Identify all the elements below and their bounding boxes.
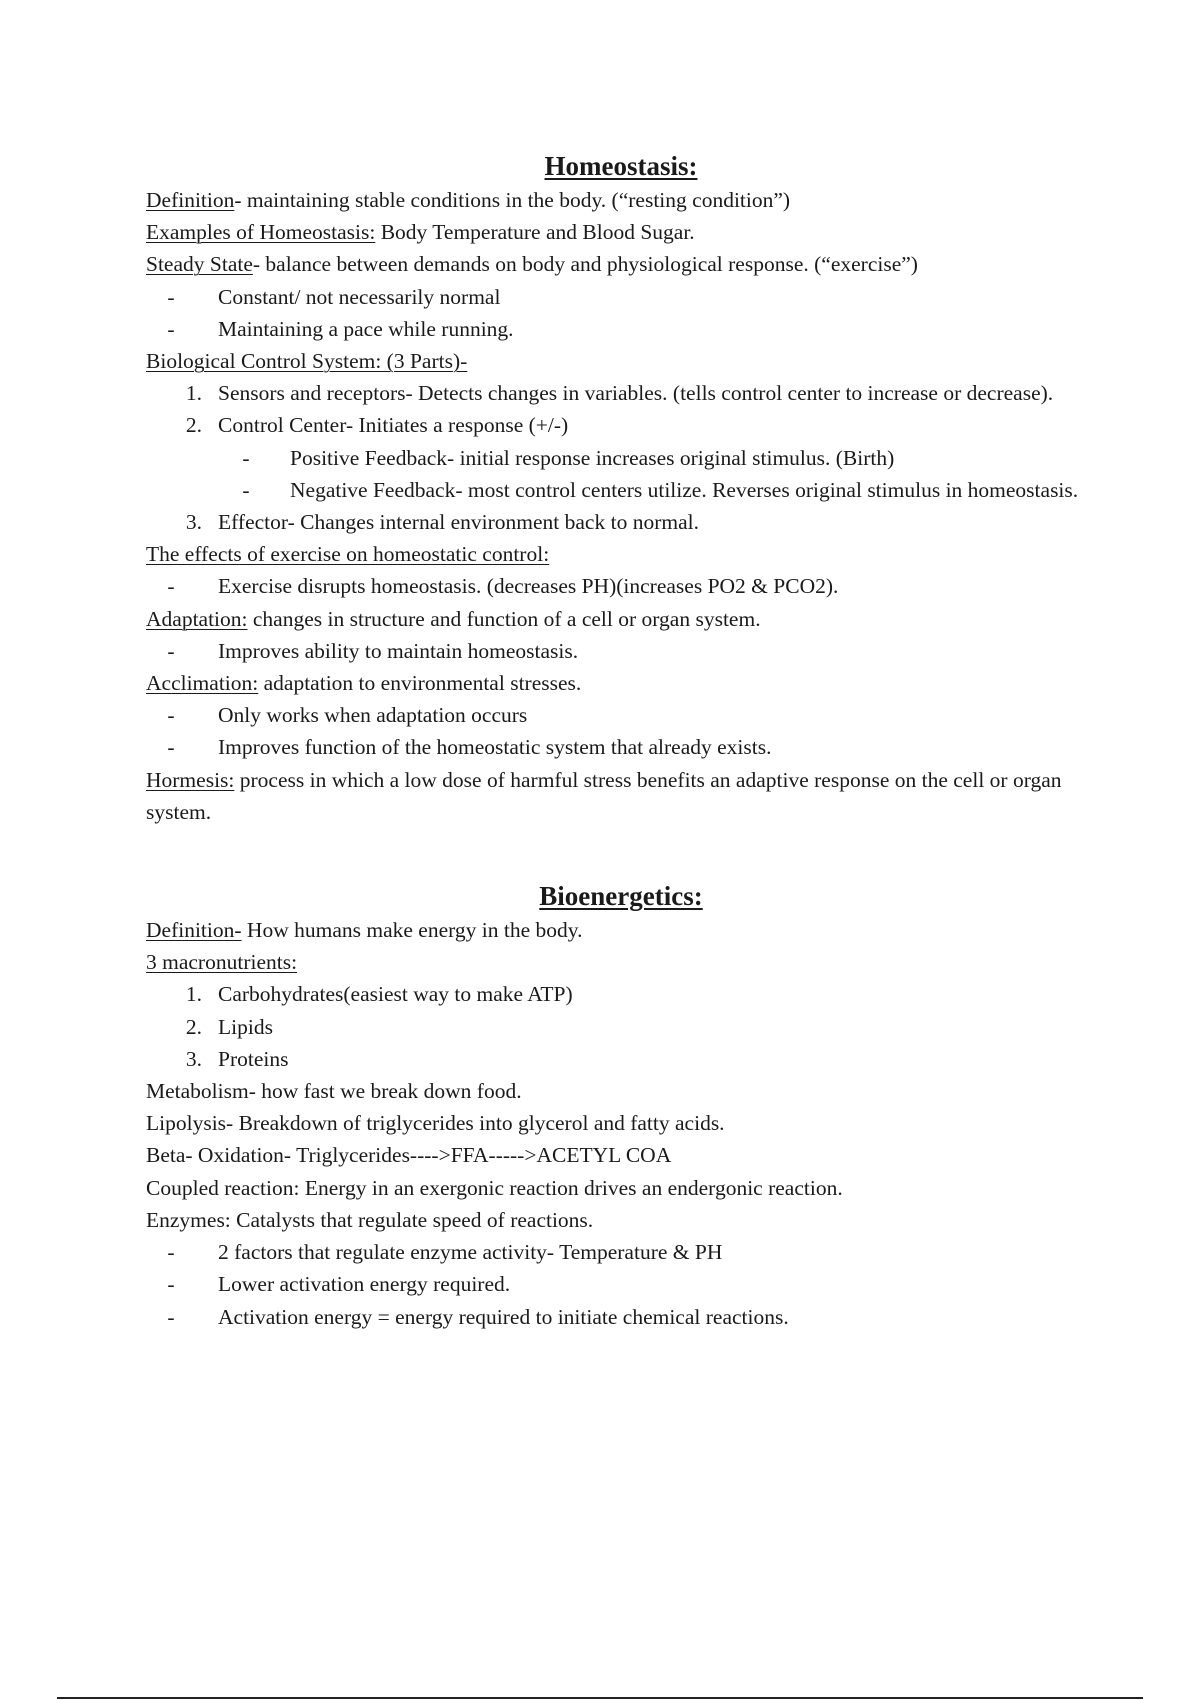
list-item: [146, 313, 1096, 345]
list-item: [146, 570, 1096, 602]
examples-term: Examples of Homeostasis:: [146, 220, 376, 245]
dash-marker: -: [167, 703, 175, 728]
metabolism: Metabolism- how fast we break down food.: [146, 1079, 522, 1104]
definition-text: How humans make energy in the body.: [241, 918, 583, 943]
list-item-text: 2 factors that regulate enzyme activity- Temperature & PH: [218, 1240, 723, 1265]
list-item: [146, 1043, 1096, 1075]
list-item-text: Positive Feedback- initial response increases original stimulus. (Birth): [290, 445, 895, 470]
dash-marker: -: [167, 316, 175, 341]
beta-oxidation: Beta- Oxidation- Triglycerides---->FFA----->ACETYL COA: [146, 1143, 672, 1168]
list-item: [146, 474, 1096, 506]
list-item-text: Constant/ not necessarily normal: [218, 284, 501, 309]
list-item: [146, 1301, 1096, 1333]
list-item-text: Exercise disrupts homeostasis. (decreases PH)(increases PO2 & PCO2).: [218, 574, 839, 599]
number-marker: 2.: [185, 1014, 202, 1039]
list-item: [146, 699, 1096, 731]
control-system-term: Biological Control System: (3 Parts)-: [146, 349, 468, 374]
number-marker: 1.: [185, 381, 202, 406]
list-item-text: Improves function of the homeostatic system that already exists.: [218, 735, 772, 760]
adaptation: [146, 603, 1096, 635]
hormesis-text: process in which a low dose of harmful stress benefits an adaptive response on the cell or organ system.: [146, 767, 1062, 824]
steady-state-term: Steady State: [146, 252, 253, 277]
number-marker: 1.: [185, 982, 202, 1007]
list-item-text: Improves ability to maintain homeostasis.: [218, 638, 579, 663]
list-item: [146, 506, 1096, 538]
list-item-text: Lower activation energy required.: [218, 1272, 511, 1297]
dash-marker: -: [167, 574, 175, 599]
dash-marker: -: [167, 1240, 175, 1265]
homeostasis-definition: [146, 184, 1096, 216]
number-marker: 3.: [185, 510, 202, 535]
list-item: [146, 442, 1096, 474]
steady-state: [146, 248, 1096, 280]
dash-marker: -: [167, 284, 175, 309]
list-item: [146, 978, 1096, 1010]
dash-marker: -: [167, 1304, 175, 1329]
hormesis-term: Hormesis:: [146, 767, 235, 792]
list-item-text: Control Center- Initiates a response (+/-): [218, 413, 569, 438]
bioenergetics-definition: [146, 914, 1096, 946]
examples-text: Body Temperature and Blood Sugar.: [375, 220, 695, 245]
list-item-text: Sensors and receptors- Detects changes in variables. (tells control center to increase or decrease).: [218, 381, 1054, 406]
list-item-text: Only works when adaptation occurs: [218, 703, 528, 728]
list-item-text: Activation energy = energy required to initiate chemical reactions.: [218, 1304, 789, 1329]
coupled-reaction: Coupled reaction: Energy in an exergonic reaction drives an endergonic reaction.: [146, 1175, 843, 1200]
list-item: [146, 377, 1096, 409]
definition-term: Definition-: [146, 918, 242, 943]
adaptation-text: changes in structure and function of a cell or organ system.: [247, 606, 761, 631]
enzymes: Enzymes: Catalysts that regulate speed of reactions.: [146, 1207, 594, 1232]
number-marker: 2.: [185, 413, 202, 438]
notes-page: [146, 148, 1096, 1333]
dash-marker: -: [242, 477, 250, 502]
exercise-effects-term: The effects of exercise on homeostatic control:: [146, 542, 550, 567]
page-bottom-rule: [57, 1697, 1143, 1699]
list-item-text: Effector- Changes internal environment back to normal.: [218, 510, 699, 535]
homeostasis-heading: Homeostasis:: [544, 151, 698, 181]
list-item: [146, 1268, 1096, 1300]
exercise-effects: [146, 538, 1096, 570]
section-gap: [146, 828, 1096, 878]
bioenergetics-heading: Bioenergetics:: [539, 881, 703, 912]
hormesis: [146, 764, 1096, 828]
homeostasis-examples: [146, 216, 1096, 248]
macronutrients-term: 3 macronutrients:: [146, 950, 298, 975]
acclimation-text: adaptation to environmental stresses.: [258, 671, 582, 696]
acclimation: [146, 667, 1096, 699]
number-marker: 3.: [185, 1046, 202, 1071]
list-item-text: Lipids: [218, 1014, 273, 1039]
list-item: [146, 635, 1096, 667]
list-item-text: Maintaining a pace while running.: [218, 316, 514, 341]
control-system: [146, 345, 1096, 377]
list-item: [146, 1236, 1096, 1268]
dash-marker: -: [167, 638, 175, 663]
macronutrients: [146, 946, 1096, 978]
adaptation-term: Adaptation:: [146, 606, 248, 631]
list-item-text: Proteins: [218, 1046, 289, 1071]
steady-state-text: - balance between demands on body and physiological response. (“exercise”): [252, 252, 918, 277]
definition-text: - maintaining stable conditions in the body. (“resting condition”): [234, 188, 791, 212]
lipolysis: Lipolysis- Breakdown of triglycerides into glycerol and fatty acids.: [146, 1111, 725, 1136]
list-item: [146, 1011, 1096, 1043]
list-item: [146, 731, 1096, 763]
list-item: [146, 281, 1096, 313]
list-item-text: Negative Feedback- most control centers utilize. Reverses original stimulus in homeostasis.: [290, 477, 1079, 502]
acclimation-term: Acclimation:: [146, 671, 259, 696]
list-item: [146, 409, 1096, 441]
definition-term: Definition: [146, 188, 235, 212]
dash-marker: -: [167, 1272, 175, 1297]
dash-marker: -: [167, 735, 175, 760]
dash-marker: -: [242, 445, 250, 470]
list-item-text: Carbohydrates(easiest way to make ATP): [218, 982, 573, 1007]
